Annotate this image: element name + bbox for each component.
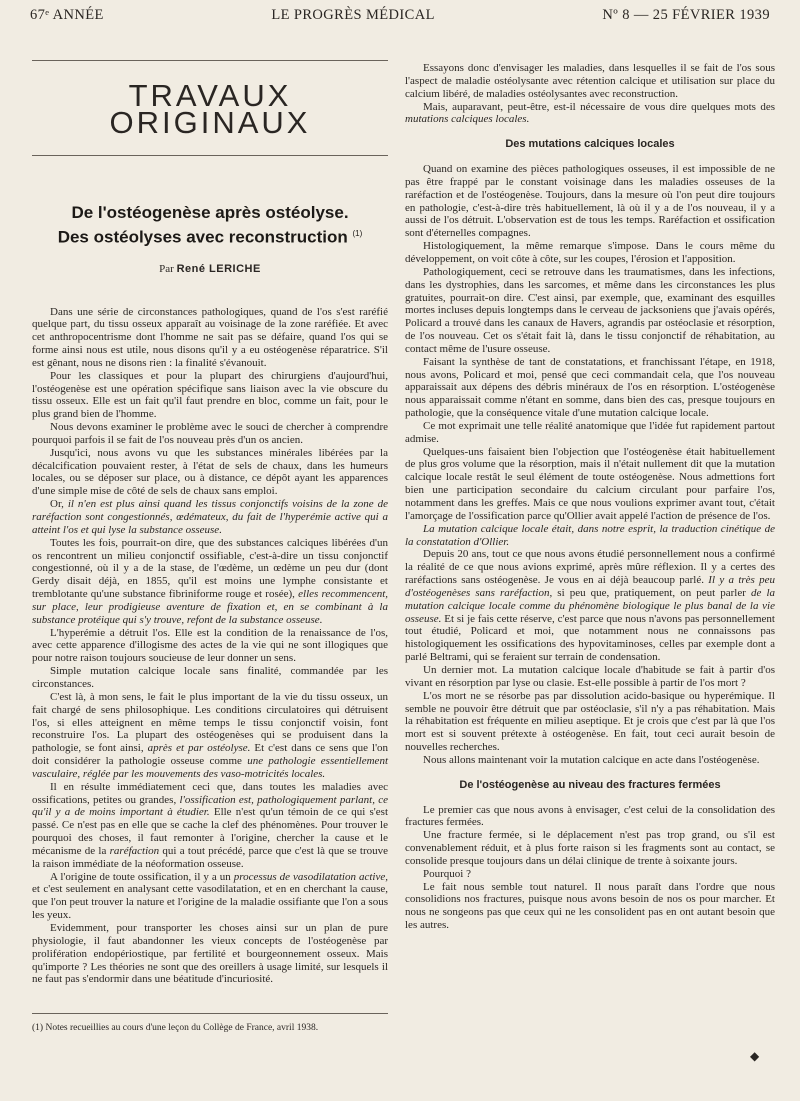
header-issue-date: Nº 8 — 25 FÉVRIER 1939 xyxy=(602,6,770,23)
paragraph: Or, il n'en est plus ainsi quand les tissus conjonctifs voisins de la zone de raréfaction sont congestionnés, œdémateux, du fait de l'hyperémie active qui a atteint l'os et qui lyse la substance osseuse. xyxy=(32,498,389,536)
footnote xyxy=(32,1013,388,1034)
paragraph: Nous allons maintenant voir la mutation calcique en acte dans l'ostéogenèse. xyxy=(423,753,760,766)
paragraph: Une fracture fermée, si le déplacement n'est pas trop grand, ou s'il est convenablement réduit, et à plus forte raison si les fragments sont au contact, se consolide presque toujours dans un délai clinique de trente à soixante jours. xyxy=(405,829,775,867)
byline xyxy=(32,263,388,276)
section-title: TRAVAUX ORIGINAUX xyxy=(109,78,311,140)
paragraph: Il en résulte immédiatement ceci que, dans toutes les maladies avec ossifications, petites ou grandes, l'ossification est, pathologiquement parlant, ce qu'il y a de moins important à étudier. Elle n'est qu'un témoin de ce qui s'est passé. Ce n'est pas en elle que se cache la clef des phénomènes. Pour trouver le pourquoi des choses, il faut remonter à l'origine, chercher la cause et le mécanisme de la raréfaction qui a tout précédé, parce que c'est là que se trouve la raison immédiate de la néoformation osseuse. xyxy=(32,780,389,870)
paragraph: Pour les classiques et pour la plupart des chirurgiens d'aujourd'hui, l'ostéogenèse est une opération spécifique sans liaison avec la vie obscure du tissu osseux. Elle est un fait qu'il faut prendre en bloc, comme un fait, pour le plus grand bien de l'homme. xyxy=(32,369,388,421)
paragraph: Mais, auparavant, peut-être, est-il nécessaire de vous dire quelques mots des mutations calciques locales. xyxy=(405,100,775,126)
article-title-line2-wrap xyxy=(32,223,388,248)
article-title-line2: Des ostéolyses avec reconstruction xyxy=(57,227,348,247)
paragraph: Essayons donc d'envisager les maladies, dans lesquelles il se fait de l'os sous l'aspect de maladie ostéolysante avec rétention calcique et utilisation sur place du calcium libéré, de maladies ostéolysantes avec reconstruction. xyxy=(405,62,775,100)
paragraph: Pourquoi ? xyxy=(423,867,471,880)
paragraph: La mutation calcique locale était, dans notre esprit, la traduction cinétique de la constatation d'Ollier. xyxy=(405,522,775,548)
paragraph: L'hyperémie a détruit l'os. Elle est la condition de la renaissance de l'os, avec cette apparence d'illogisme des actes de la vie qui ne sont illogiques que pour notre raison toujours soucieuse de leur donner un sens. xyxy=(32,626,388,665)
running-header xyxy=(30,4,770,26)
paragraph: Simple mutation calcique locale sans finalité, commandée par les circonstances. xyxy=(32,665,388,690)
section-rule-top xyxy=(32,60,388,61)
paragraph: A l'origine de toute ossification, il y a un processus de vasodilatation active, et c'est seulement en analysant cette vasodilatation, et en en cherchant la cause, que l'on peut trouver la nature et l'origine de la maladie ossifiante que l'on a sous les yeux. xyxy=(32,870,388,922)
paragraph: Dans une série de circonstances pathologiques, quand de l'os s'est raréfié quelque part, du tissu osseux apparaît au voisinage de la zone raréfiée. Et avec cet anthropocentrisme dont l'homme ne sait pas se défaire, quand l'os qui se forme ainsi nous est utile, nous disons qu'il y a eu ostéogenèse réparatrice. S'il est gênant, nous ne disons rien : la finalité s'évanouit. xyxy=(32,305,388,369)
section-rule-bottom xyxy=(32,155,388,156)
paragraph: Pathologiquement, ceci se retrouve dans les traumatismes, dans les infections, dans les dystrophies, dans les sarcomes, et même dans les circonstances les plus gratuites, pourrait-on dire. C'est ainsi, par exemple, que, examinant des esquilles mortes incluses depuis longtemps dans le cerveau de jacksoniens que j'avais opérés, Policard a trouvé dans les canaux de Havers, agrandis par ostéoclasie et résorption, de l'os nouveau. Cet os s'était fait là, dans le tissu conjonctif de réhabitation, au contact même de l'usure osseuse. xyxy=(405,265,775,355)
article-title xyxy=(32,202,388,248)
byline-prefix: Par xyxy=(159,262,174,275)
paragraph: Jusqu'ici, nous avons vu que les substances minérales libérées par la décalcification pouvaient rester, à l'état de sels de chaux, dans les humeurs locales, ou se déposer sur place, ou à distance, ce dépôt ayant les apparences d'une simple mise de côté de sels de chaux sans emploi. xyxy=(32,446,388,498)
footnote-text: Notes recueillies au cours d'une leçon du Collège de France, avril 1938. xyxy=(45,1023,319,1033)
paragraph: Depuis 20 ans, tout ce que nous avons étudié personnellement nous a confirmé la réalité de ce que nous avions exprimé, après mûre réflexion. Il y a certes des raréfactions sans ostéogenèse. Je vous en ai déjà beaucoup parlé. Il y a très peu d'ostéogenèses sans raréfaction, si peu que, pratiquement, on peut parler de la mutation calcique locale comme du phénomène biologique le plus banal de la vie osseuse. Et si je fais cette réserve, c'est parce que nous n'avons pas personnellement tout étudié, Policard et moi, que notamment nous ne connaissons pas histologiquement les ossifications des hypovitaminoses, celles par exemple dont a parlé Beltrami, qui se feraient sur terrain de condensation. xyxy=(405,548,776,664)
left-column xyxy=(32,60,388,986)
footnote-ref: (1) xyxy=(352,229,363,238)
paragraph: Evidemment, pour transporter les choses ainsi sur un plan de pure physiologie, il faut abandonner les vieux concepts de l'ostéogenèse par prolifération endopériostique, par fertilité et bourgeonnement osseux. Mais qu'importe ? Les théories ne sont que des oreillers à usage limité, sur lesquels il ne faut pas s'endormir dans une béatitude d'incuriosité. xyxy=(32,922,388,986)
paragraph: Quand on examine des pièces pathologiques osseuses, il est impossible de ne pas être frappé par le constant voisinage dans les maladies osseuses de la raréfaction et de l'ostéogenèse. Toujours, dans la mesure où l'on peut dire toujours en pathologie, c'est-à-dire très habituellement, là où il y a de l'os nouveau, il y a aussi de l'os détruit. L'observation est de tous les temps. Raréfaction et ossification sont d'éternelles compagnes. xyxy=(405,163,775,240)
paragraph: Quelques-uns faisaient bien l'objection que l'ostéogenèse était habituellement de plus gros volume que la résorption, mais il n'était nullement dit que la mutation calcique locale restât le seul élément de toute ostéogenèse. Nous admettions fort bien une participation secondaire du calcium circulant pour parfaire l'os, notamment dans les greffes. Mais ce que nous voulions exprimer avant tout, c'était l'amorçage de l'ossification parce qu'Ollier avait appelé l'action de présence de l'os. xyxy=(405,445,775,522)
paragraph: Faisant la synthèse de tant de constatations, et franchissant l'étape, en 1918, nous avons, Policard et moi, pensé que ceci commandait cela, que l'os nouveau apparaissait aux dépens des débris minéraux de l'os en résorption. L'ostéogenèse nous apparaissait comme n'étant en somme, dans bien des cas, presque toujours en pathologie, que la conséquence vitale d'une mutation calcique locale. xyxy=(405,355,775,420)
header-journal-title: LE PROGRÈS MÉDICAL xyxy=(271,6,435,23)
end-diamond-icon: ◆ xyxy=(750,1049,760,1063)
paragraph: C'est là, à mon sens, le fait le plus important de la vie du tissu osseux, un fait chargé de sens philosophique. Les conditions circulatoires qui détruisent l'os, si elles atteignent en même temps le tissu conjonctif voisin, font reconstruire l'os. La plupart des ostéogenèses qui se produisent dans la pathologie, se font ainsi, après et par ostéolyse. Et c'est dans ce sens que l'on doit considérer la pathologie osseuse comme une pathologie essentiellement vasculaire, réglée par les mouvements des vaso-motricités locales. xyxy=(32,690,389,780)
subheading: De l'ostéogenèse au niveau des fractures fermées xyxy=(459,778,721,791)
right-column xyxy=(405,62,775,932)
paragraph: Nous devons examiner le problème avec le souci de chercher à comprendre pourquoi parfois il se fait de l'os nouveau près d'un os ancien. xyxy=(32,421,388,446)
paragraph: Le premier cas que nous avons à envisager, c'est celui de la consolidation des fractures fermées. xyxy=(405,803,775,829)
paragraph: Le fait nous semble tout naturel. Il nous paraît dans l'ordre que nous consolidions nos fractures, puisque nous avons besoin de nos os pour marcher. Et nous ne songeons pas que ceux qui ne les consolident pas en ont autant besoin que les autres. xyxy=(405,880,775,932)
paragraph: L'os mort ne se résorbe pas par dissolution acido-basique ou hyperémique. Il semble ne pouvoir être détruit que par ostéoclasie, s'il n'y a pas réhabitation. Mais la réhabitation est fréquente en milieu aseptique. Et je crois que c'est par là que l'os mort est si souvent prétexte à ostéogenèse. En fait, tout ceci aurait besoin de nouvelles recherches. xyxy=(405,689,775,754)
header-year: 67ᵉ ANNÉE xyxy=(30,6,104,23)
footnote-number: (1) xyxy=(32,1023,44,1033)
author-name: René LERICHE xyxy=(176,262,261,275)
paragraph: Ce mot exprimait une telle réalité anatomique que l'idée fut rapidement partout admise. xyxy=(405,419,775,445)
paragraph: Un dernier mot. La mutation calcique locale d'habitude se fait à partir d'os vivant en résorption par lyse ou clasie. Est-elle possible à partir de l'os mort ? xyxy=(405,663,775,689)
paragraph: Histologiquement, la même remarque s'impose. Dans le cours même du développement, on voit côte à côte, sur les coupes, l'érosion et l'apposition. xyxy=(405,240,775,265)
subheading: Des mutations calciques locales xyxy=(505,138,675,151)
paragraph: Toutes les fois, pourrait-on dire, que des substances calciques libérées d'un os rencontrent un milieu conjonctif ossifiable, c'est-à-dire un tissu conjonctif congestionné, où il y a de la stase, de l'œdème, un œdème un peu dur (dont Gerdy disait déjà, en 1855, qu'il est moins une lymphe consistante et tremblotante qu'une substance fibriniforme rouge et rosée), elles recommencent, sur place, leur prodigieuse aventure de fixation et, en se combinant à la substance protéique qui s'y trouve, refont de la substance osseuse. xyxy=(32,536,389,626)
article-title-line1: De l'ostéogenèse après ostéolyse. xyxy=(71,203,349,222)
